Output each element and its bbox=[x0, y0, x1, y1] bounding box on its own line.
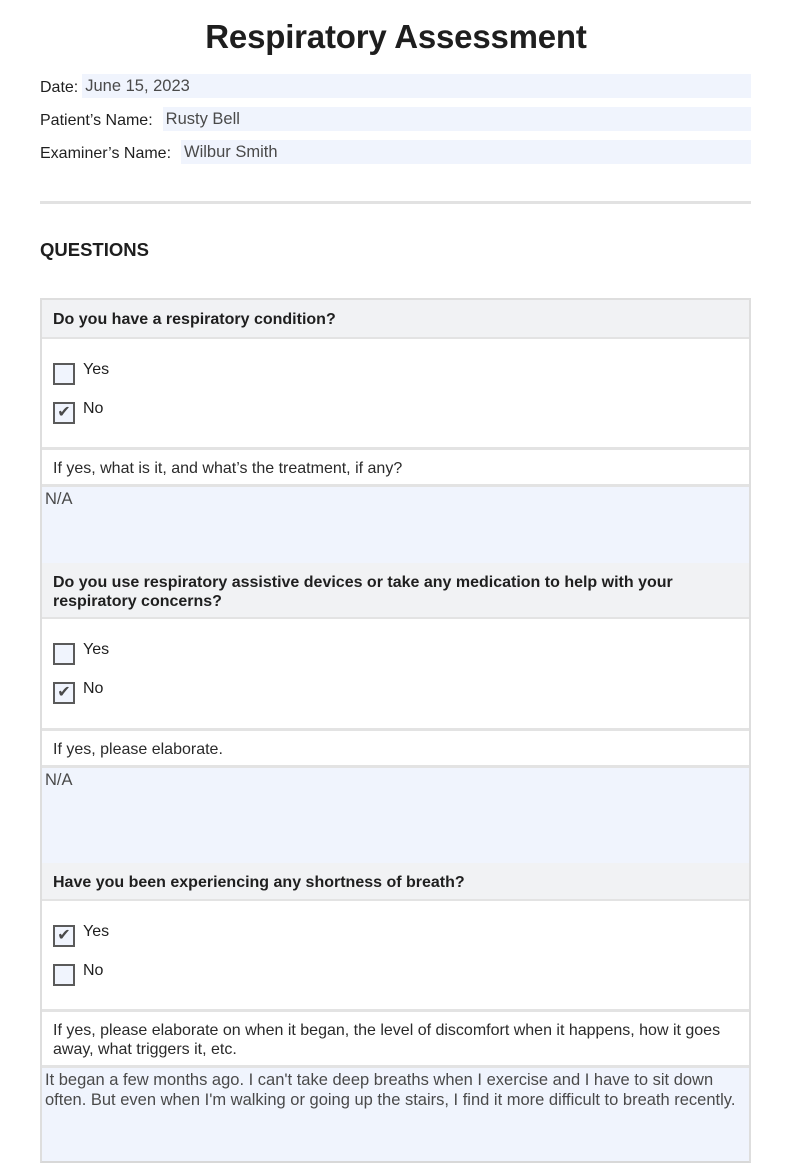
question-2-option-yes[interactable] bbox=[53, 639, 738, 678]
date-label: Date: bbox=[40, 79, 79, 96]
question-1-options bbox=[42, 339, 749, 450]
question-2-option-no[interactable] bbox=[53, 678, 738, 717]
question-3-followup: If yes, please elaborate on when it began, the level of discomfort when it happens, how it goes away, what triggers it, etc. bbox=[42, 1012, 749, 1068]
question-1-option-yes[interactable] bbox=[53, 359, 738, 398]
section-divider bbox=[40, 201, 751, 204]
option-label: Yes bbox=[83, 641, 110, 658]
patient-name-field[interactable]: Rusty Bell bbox=[163, 107, 751, 131]
question-2-answer-field[interactable]: N/A bbox=[42, 768, 749, 863]
question-2-options bbox=[42, 619, 749, 731]
question-2-header: Do you use respiratory assistive devices or take any medication to help with your respiratory concerns? bbox=[42, 563, 749, 619]
checkbox-checked-icon[interactable]: ✔ bbox=[53, 402, 75, 424]
option-label: Yes bbox=[83, 923, 110, 940]
question-3-answer-field[interactable]: It began a few months ago. I can't take deep breaths when I exercise and I have to sit down often. But even when I'm walking or going up the stairs, I find it more difficult to breath recently. bbox=[42, 1068, 749, 1161]
page-title: Respiratory Assessment bbox=[205, 18, 587, 55]
option-label: Yes bbox=[83, 361, 110, 378]
question-3-option-yes[interactable] bbox=[53, 921, 738, 960]
checkbox-checked-icon[interactable]: ✔ bbox=[53, 682, 75, 704]
patient-name-row bbox=[40, 107, 751, 131]
date-row bbox=[40, 74, 751, 98]
question-3-option-no[interactable] bbox=[53, 960, 738, 999]
examiner-name-row bbox=[40, 140, 751, 164]
examiner-name-field[interactable]: Wilbur Smith bbox=[181, 140, 751, 164]
questions-heading: QUESTIONS bbox=[40, 239, 149, 260]
examiner-name-label: Examiner’s Name: bbox=[40, 145, 172, 162]
question-1-answer-field[interactable]: N/A bbox=[42, 487, 749, 563]
checkbox-unchecked-icon[interactable] bbox=[53, 363, 75, 385]
question-1-header: Do you have a respiratory condition? bbox=[42, 300, 749, 339]
question-1-followup: If yes, what is it, and what’s the treatment, if any? bbox=[42, 450, 749, 487]
question-2-followup: If yes, please elaborate. bbox=[42, 731, 749, 768]
checkbox-unchecked-icon[interactable] bbox=[53, 643, 75, 665]
question-3-header: Have you been experiencing any shortness of breath? bbox=[42, 863, 749, 901]
question-3-options bbox=[42, 901, 749, 1012]
checkbox-checked-icon[interactable]: ✔ bbox=[53, 925, 75, 947]
option-label: No bbox=[83, 400, 104, 417]
date-field[interactable]: June 15, 2023 bbox=[82, 74, 751, 98]
checkbox-unchecked-icon[interactable] bbox=[53, 964, 75, 986]
question-1-option-no[interactable] bbox=[53, 398, 738, 437]
option-label: No bbox=[83, 680, 104, 697]
patient-name-label: Patient’s Name: bbox=[40, 112, 153, 129]
questions-table bbox=[40, 298, 751, 1163]
option-label: No bbox=[83, 962, 104, 979]
